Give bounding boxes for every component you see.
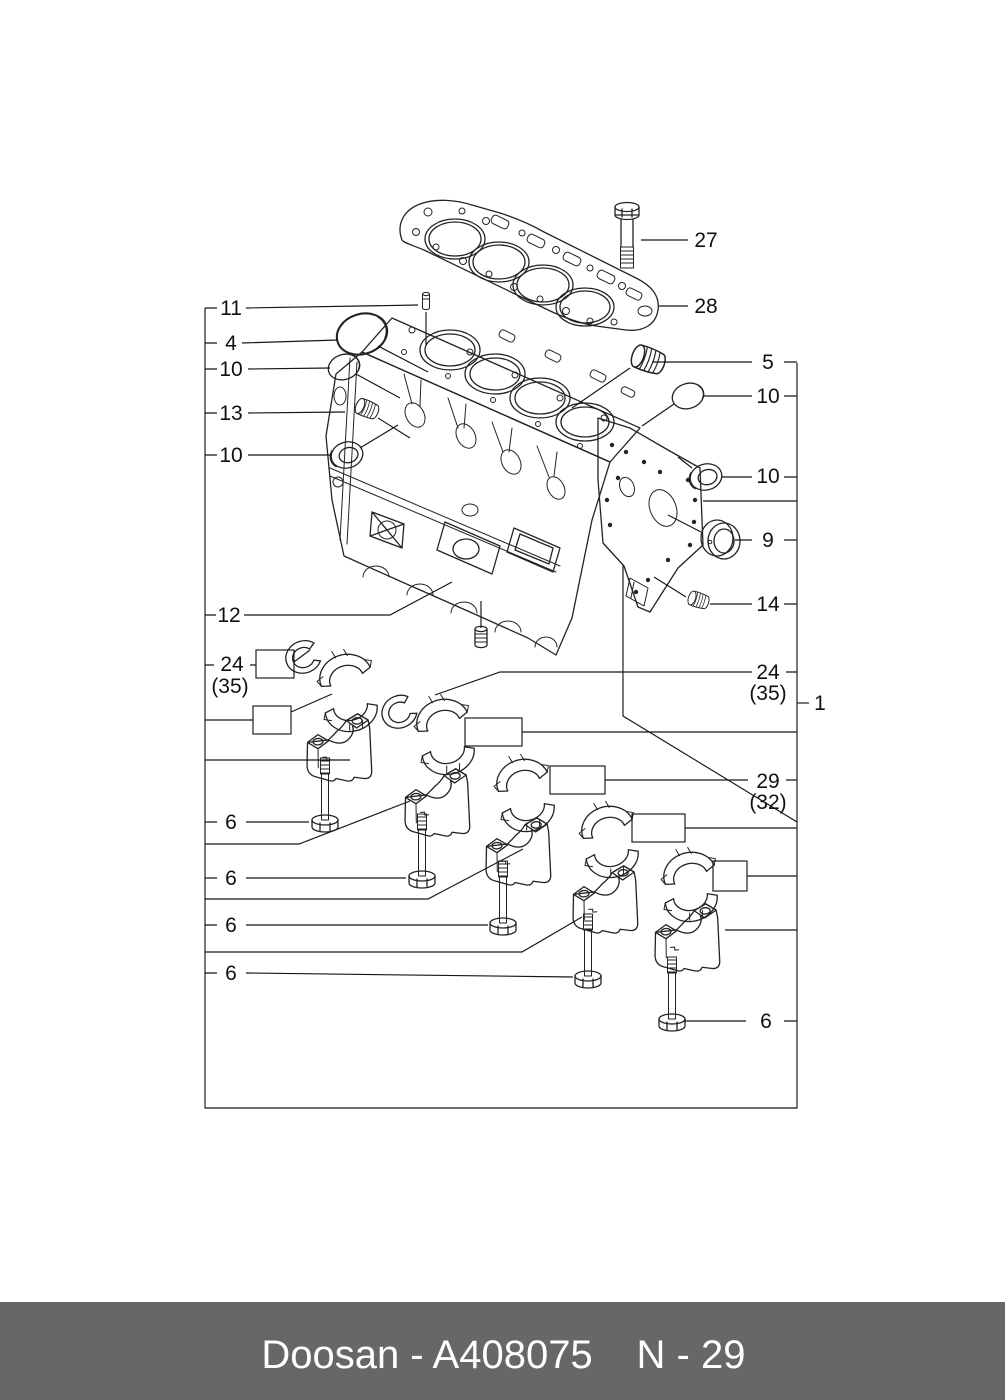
head-bolt-27-drawing [615, 203, 639, 269]
main-bearing-shells-drawing [311, 642, 723, 928]
bearing-cap-bolts-6-drawing [312, 758, 685, 1031]
callout-6-label-5: 6 [760, 1010, 772, 1033]
callout-10-label-4: 10 [756, 465, 780, 488]
callout-24-right-label: 24 [756, 661, 780, 684]
callout-labels [211, 229, 826, 1033]
callout-10-label-2: 10 [219, 444, 243, 467]
callout-10-label-1: 10 [219, 358, 243, 381]
seal-ring-10-rear-drawing [686, 460, 725, 494]
cylinder-block-1-drawing [326, 318, 703, 655]
thrust-washer-24-drawing [281, 637, 420, 734]
dowel-12-drawing [475, 626, 487, 647]
footer-part-number-text: Doosan - A408075 [261, 1333, 593, 1377]
callout-6-label-2: 6 [225, 867, 237, 890]
cylinder-head-gasket-28-drawing [400, 200, 658, 330]
callout-13-label: 13 [219, 402, 243, 425]
callout-28-label: 28 [694, 295, 718, 318]
dowel-pin-11-drawing [423, 292, 430, 309]
camshaft-bushing-9-drawing [701, 520, 740, 559]
callout-24-left-label: 24 [220, 653, 244, 676]
cup-plug-4-drawing [331, 307, 392, 361]
callout-5-label: 5 [762, 351, 774, 374]
main-bearing-caps-drawing [304, 713, 722, 974]
callout-1-label: 1 [814, 692, 826, 715]
screw-plug-5-drawing [629, 343, 668, 377]
footer-bar [0, 1302, 1005, 1400]
callout-24-left-sub: (35) [211, 675, 249, 698]
callout-29-sub: (32) [749, 791, 787, 814]
callout-29-label: 29 [756, 770, 780, 793]
callout-9-label: 9 [762, 529, 774, 552]
callout-leader-lines [205, 240, 809, 1108]
callout-14-label: 14 [756, 593, 780, 616]
callout-12-label: 12 [217, 604, 241, 627]
callout-11-label: 11 [220, 297, 242, 320]
callout-27-label: 27 [694, 229, 718, 252]
callout-4-label: 4 [225, 332, 237, 355]
callout-6-label-1: 6 [225, 811, 237, 834]
callout-10-label-3: 10 [756, 385, 780, 408]
screw-plug-13-drawing [353, 397, 381, 421]
screw-plug-14-drawing [686, 590, 710, 611]
callout-6-label-3: 6 [225, 914, 237, 937]
footer-page-number-text: N - 29 [636, 1333, 746, 1377]
callout-24-right-sub: (35) [749, 682, 787, 705]
seal-ring-10-drawing [327, 438, 366, 472]
callout-6-label-4: 6 [225, 962, 237, 985]
cup-plug-10-rear-drawing [669, 379, 707, 413]
